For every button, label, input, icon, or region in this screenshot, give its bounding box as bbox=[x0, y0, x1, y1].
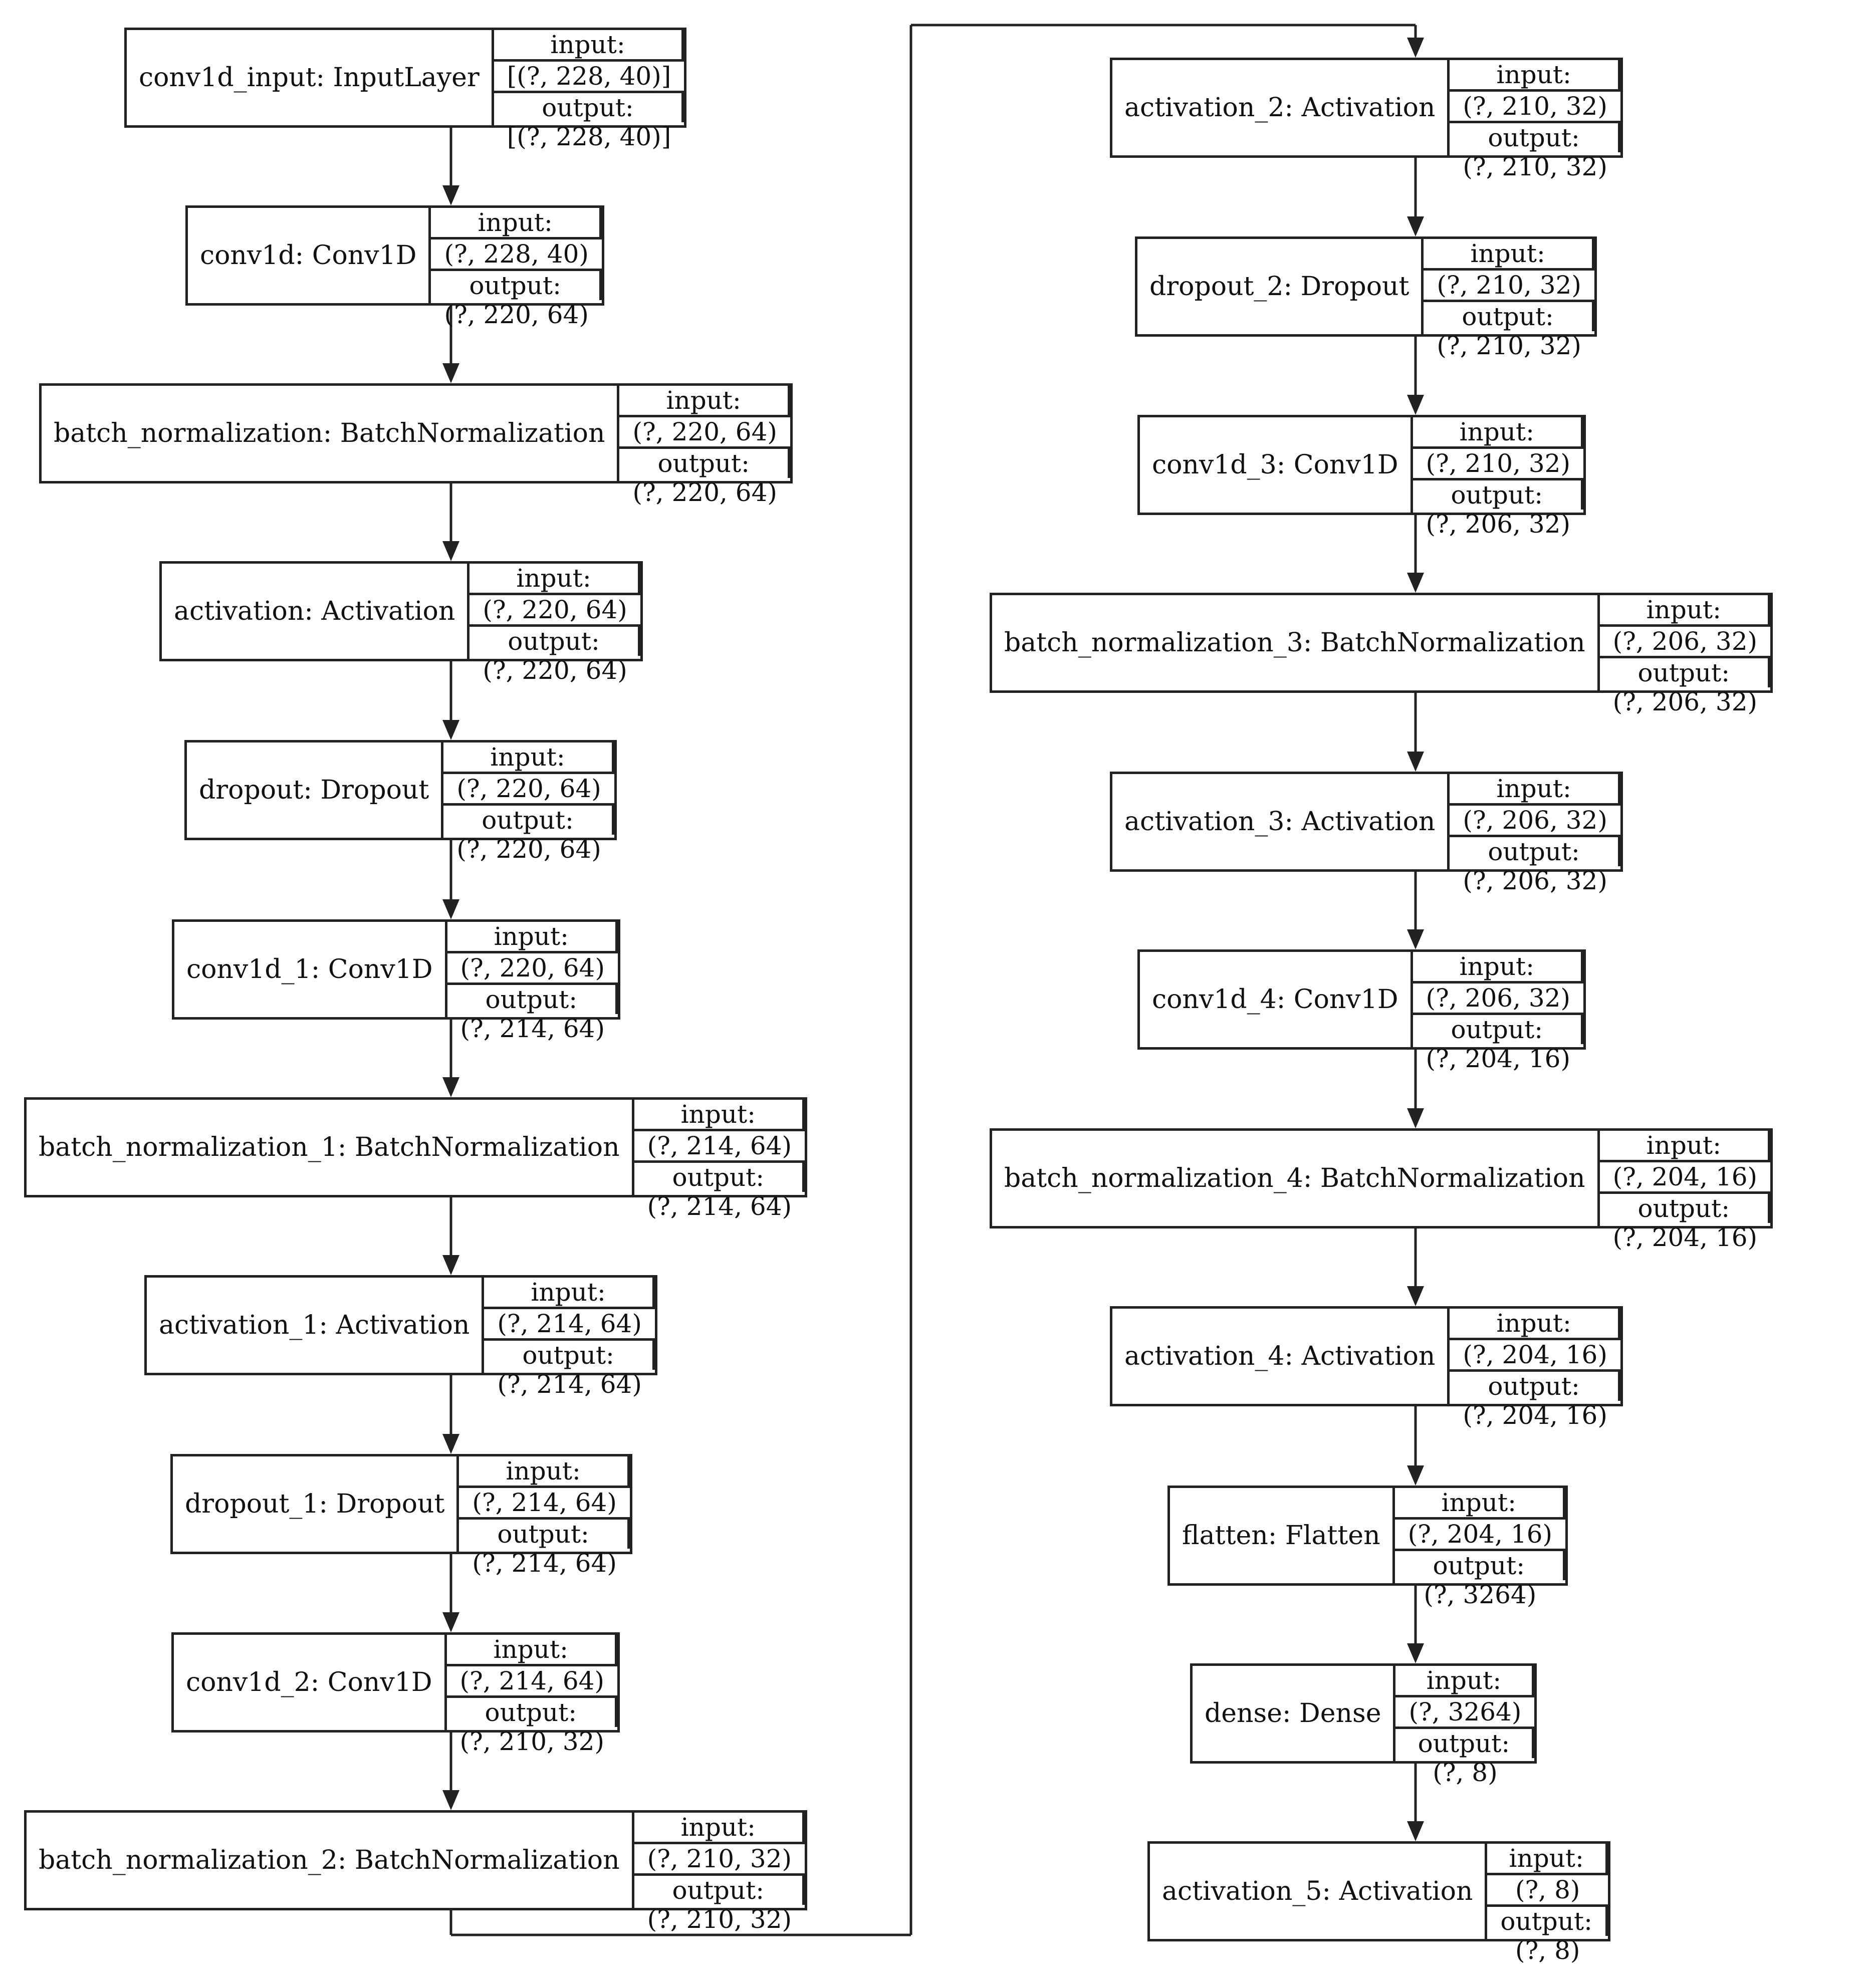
output-label: output: bbox=[1600, 658, 1770, 687]
output-shape: (?, 214, 64) bbox=[460, 1014, 605, 1043]
output-label: output: bbox=[634, 1163, 805, 1192]
layer-node bbox=[990, 1128, 1773, 1252]
layer-name: conv1d: Conv1D bbox=[200, 240, 417, 271]
output-shape: (?, 220, 64) bbox=[483, 656, 627, 685]
input-label: input: bbox=[1450, 60, 1620, 92]
output-shape: (?, 204, 16) bbox=[1463, 1401, 1607, 1430]
layer-node bbox=[1190, 1663, 1537, 1787]
output-label: output: bbox=[634, 1876, 805, 1905]
output-label: output: bbox=[447, 985, 618, 1014]
arrow-head bbox=[1407, 38, 1424, 58]
layer-io-table bbox=[1485, 1844, 1608, 1965]
layer-io-table bbox=[1392, 1488, 1565, 1609]
input-label: input: bbox=[431, 208, 601, 239]
arrow-head bbox=[442, 1434, 459, 1454]
input-label: input: bbox=[1450, 1309, 1620, 1340]
arrow-head bbox=[1407, 752, 1424, 772]
input-label: input: bbox=[484, 1278, 654, 1309]
output-shape: (?, 220, 64) bbox=[632, 478, 777, 507]
output-shape: (?, 8) bbox=[1515, 1936, 1580, 1965]
layer-io-table bbox=[467, 564, 640, 685]
input-label: input: bbox=[1450, 774, 1620, 806]
arrow-head bbox=[442, 899, 459, 919]
output-shape: (?, 210, 32) bbox=[459, 1727, 604, 1756]
output-label: output: bbox=[619, 449, 790, 478]
layer-io-table bbox=[428, 208, 601, 329]
output-shape: (?, 8) bbox=[1433, 1758, 1498, 1787]
arrow-head bbox=[1407, 395, 1424, 415]
arrow-head bbox=[442, 1790, 459, 1810]
output-shape: (?, 214, 64) bbox=[647, 1192, 792, 1221]
input-shape: (?, 214, 64) bbox=[447, 1666, 617, 1698]
output-shape: [(?, 228, 40)] bbox=[507, 122, 671, 151]
input-label: input: bbox=[1424, 239, 1594, 271]
input-label: input: bbox=[1413, 952, 1583, 983]
layer-node bbox=[1110, 772, 1623, 895]
arrow-head bbox=[442, 185, 459, 205]
input-label: input: bbox=[619, 386, 790, 417]
input-label: input: bbox=[443, 743, 614, 774]
layer-node bbox=[159, 561, 643, 685]
output-label: output: bbox=[1424, 302, 1594, 331]
layer-node bbox=[171, 1632, 620, 1756]
layer-node bbox=[1110, 58, 1623, 181]
input-shape: (?, 228, 40) bbox=[431, 239, 601, 271]
output-label: output: bbox=[484, 1341, 654, 1370]
output-label: output: bbox=[1487, 1907, 1608, 1936]
layer-io-table bbox=[617, 386, 790, 507]
input-label: input: bbox=[1413, 417, 1583, 449]
input-label: input: bbox=[1395, 1488, 1565, 1520]
output-shape: (?, 210, 32) bbox=[647, 1905, 792, 1934]
input-shape: (?, 204, 16) bbox=[1600, 1162, 1770, 1194]
output-shape: (?, 214, 64) bbox=[497, 1370, 642, 1399]
layer-name: dropout_1: Dropout bbox=[185, 1489, 445, 1519]
layer-name: activation_1: Activation bbox=[159, 1310, 470, 1340]
arrow-head bbox=[1407, 929, 1424, 949]
layer-node bbox=[144, 1275, 657, 1399]
output-label: output: bbox=[459, 1520, 629, 1549]
layer-io-table bbox=[1597, 595, 1770, 716]
layer-io-table bbox=[441, 743, 614, 864]
input-shape: (?, 8) bbox=[1487, 1875, 1608, 1907]
layer-name: batch_normalization_3: BatchNormalization bbox=[1004, 628, 1585, 658]
layer-node bbox=[1135, 236, 1597, 360]
layer-io-table bbox=[1393, 1666, 1534, 1787]
input-shape: (?, 206, 32) bbox=[1413, 983, 1583, 1015]
layer-node bbox=[1147, 1841, 1610, 1965]
layer-io-table bbox=[1597, 1131, 1770, 1252]
layer-io-table bbox=[1447, 774, 1620, 895]
layer-node bbox=[1110, 1306, 1623, 1430]
output-shape: (?, 206, 32) bbox=[1612, 687, 1758, 716]
layer-node bbox=[1137, 415, 1586, 539]
layer-node bbox=[124, 28, 686, 151]
input-shape: (?, 220, 64) bbox=[443, 774, 614, 806]
input-shape: (?, 206, 32) bbox=[1450, 806, 1620, 837]
layer-name: batch_normalization_2: BatchNormalization bbox=[39, 1845, 620, 1875]
arrow-head bbox=[442, 1255, 459, 1275]
input-label: input: bbox=[459, 1456, 629, 1488]
input-shape: (?, 214, 64) bbox=[484, 1309, 654, 1341]
layer-io-table bbox=[456, 1456, 629, 1578]
arrow-head bbox=[1407, 1286, 1424, 1306]
input-label: input: bbox=[1395, 1666, 1534, 1697]
layer-node bbox=[1167, 1486, 1568, 1609]
layer-name: conv1d_4: Conv1D bbox=[1152, 984, 1398, 1015]
input-shape: (?, 210, 32) bbox=[1413, 449, 1583, 480]
arrow-head bbox=[1407, 1465, 1424, 1486]
input-label: input: bbox=[470, 564, 640, 595]
arrow-head bbox=[442, 541, 459, 561]
input-shape: (?, 220, 64) bbox=[619, 417, 790, 449]
arrow-head bbox=[442, 363, 459, 383]
layer-name: activation: Activation bbox=[174, 596, 455, 626]
input-shape: [(?, 228, 40)] bbox=[494, 62, 684, 93]
input-shape: (?, 204, 16) bbox=[1450, 1340, 1620, 1372]
layer-name: conv1d_input: InputLayer bbox=[139, 63, 480, 93]
layer-name: conv1d_2: Conv1D bbox=[186, 1667, 432, 1697]
output-label: output: bbox=[1450, 123, 1620, 152]
output-label: output: bbox=[1395, 1729, 1534, 1758]
output-shape: (?, 204, 16) bbox=[1426, 1044, 1570, 1073]
layer-node bbox=[170, 1454, 632, 1578]
input-label: input: bbox=[1600, 595, 1770, 627]
output-label: output: bbox=[1600, 1194, 1770, 1223]
output-shape: (?, 220, 64) bbox=[456, 835, 601, 864]
output-label: output: bbox=[443, 806, 614, 835]
output-shape: (?, 206, 32) bbox=[1463, 866, 1607, 895]
input-shape: (?, 214, 64) bbox=[634, 1131, 805, 1163]
input-shape: (?, 220, 64) bbox=[470, 595, 640, 627]
layer-name: activation_4: Activation bbox=[1124, 1341, 1436, 1371]
layer-node bbox=[172, 919, 620, 1043]
input-label: input: bbox=[634, 1813, 805, 1844]
arrow-head bbox=[442, 720, 459, 740]
arrow-head bbox=[442, 1077, 459, 1097]
output-label: output: bbox=[447, 1698, 617, 1727]
input-shape: (?, 214, 64) bbox=[459, 1488, 629, 1520]
input-shape: (?, 210, 32) bbox=[634, 1844, 805, 1876]
output-shape: (?, 204, 16) bbox=[1612, 1223, 1758, 1252]
input-shape: (?, 3264) bbox=[1395, 1697, 1534, 1729]
layer-name: activation_3: Activation bbox=[1124, 807, 1436, 837]
layer-name: dense: Dense bbox=[1205, 1698, 1381, 1729]
input-label: input: bbox=[447, 1635, 617, 1666]
output-label: output: bbox=[1395, 1551, 1565, 1580]
output-shape: (?, 210, 32) bbox=[1437, 331, 1581, 360]
arrow-head bbox=[1407, 1643, 1424, 1663]
output-shape: (?, 214, 64) bbox=[472, 1549, 617, 1578]
layer-name: flatten: Flatten bbox=[1182, 1521, 1380, 1551]
layer-node bbox=[24, 1097, 807, 1221]
output-shape: (?, 206, 32) bbox=[1426, 510, 1570, 539]
output-shape: (?, 3264) bbox=[1424, 1580, 1537, 1609]
output-label: output: bbox=[1413, 480, 1583, 510]
layer-name: conv1d_1: Conv1D bbox=[186, 954, 433, 984]
layer-io-table bbox=[444, 1635, 617, 1756]
input-label: input: bbox=[494, 30, 684, 62]
layer-name: activation_2: Activation bbox=[1124, 93, 1436, 123]
layer-name: batch_normalization: BatchNormalization bbox=[54, 418, 605, 448]
input-label: input: bbox=[634, 1100, 805, 1131]
input-shape: (?, 206, 32) bbox=[1600, 627, 1770, 658]
layer-io-table bbox=[1421, 239, 1594, 360]
output-label: output: bbox=[1450, 837, 1620, 866]
layer-io-table bbox=[492, 30, 684, 151]
arrow-head bbox=[1407, 216, 1424, 236]
input-label: input: bbox=[447, 922, 618, 953]
layer-io-table bbox=[632, 1813, 805, 1934]
output-shape: (?, 220, 64) bbox=[444, 300, 589, 329]
arrow-head bbox=[1407, 573, 1424, 593]
input-shape: (?, 210, 32) bbox=[1450, 92, 1620, 123]
layer-node bbox=[39, 383, 793, 507]
arrow-head bbox=[442, 1612, 459, 1632]
output-shape: (?, 210, 32) bbox=[1463, 152, 1607, 181]
layer-node bbox=[990, 593, 1773, 716]
input-shape: (?, 220, 64) bbox=[447, 953, 618, 985]
input-label: input: bbox=[1487, 1844, 1608, 1875]
input-shape: (?, 210, 32) bbox=[1424, 271, 1594, 302]
layer-name: batch_normalization_4: BatchNormalization bbox=[1004, 1163, 1585, 1193]
layer-io-table bbox=[445, 922, 618, 1043]
output-label: output: bbox=[1413, 1015, 1583, 1044]
layer-io-table bbox=[482, 1278, 654, 1399]
layer-node bbox=[24, 1810, 807, 1934]
layer-io-table bbox=[1447, 60, 1620, 181]
arrow-head bbox=[1407, 1821, 1424, 1841]
layer-node bbox=[185, 205, 604, 329]
layer-name: activation_5: Activation bbox=[1162, 1876, 1473, 1906]
layer-name: conv1d_3: Conv1D bbox=[1152, 450, 1398, 480]
output-label: output: bbox=[431, 271, 601, 300]
output-label: output: bbox=[1450, 1372, 1620, 1401]
layer-io-table bbox=[1411, 417, 1583, 539]
output-label: output: bbox=[470, 627, 640, 656]
arrow-head bbox=[1407, 1108, 1424, 1128]
layer-name: dropout: Dropout bbox=[199, 775, 429, 805]
layer-name: dropout_2: Dropout bbox=[1149, 272, 1410, 302]
output-label: output: bbox=[494, 93, 684, 122]
input-shape: (?, 204, 16) bbox=[1395, 1520, 1565, 1551]
layer-io-table bbox=[1447, 1309, 1620, 1430]
input-label: input: bbox=[1600, 1131, 1770, 1162]
layer-node bbox=[184, 740, 617, 864]
layer-node bbox=[1137, 949, 1586, 1073]
layer-io-table bbox=[632, 1100, 805, 1221]
layer-name: batch_normalization_1: BatchNormalization bbox=[39, 1132, 620, 1162]
layer-io-table bbox=[1411, 952, 1583, 1073]
